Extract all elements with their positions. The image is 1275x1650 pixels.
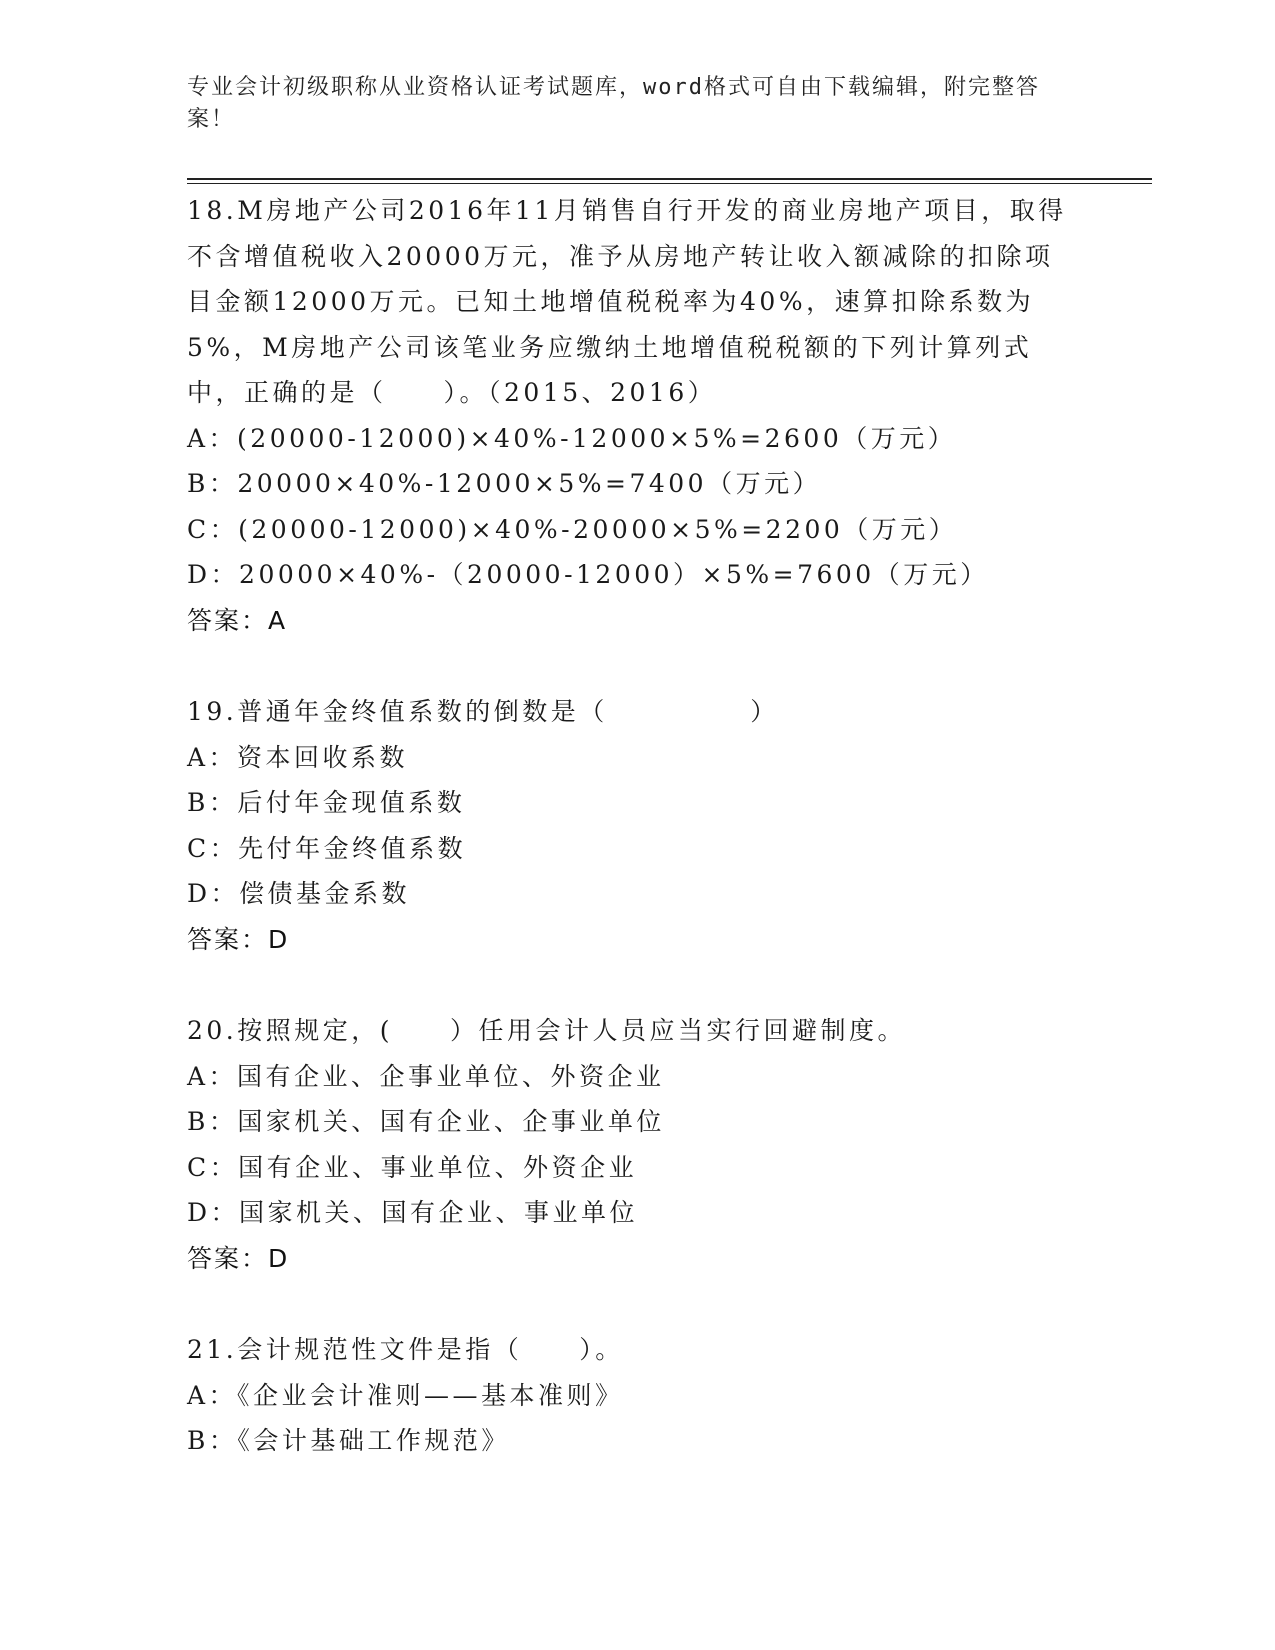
header-divider-bottom: [187, 183, 1152, 184]
question-21: [187, 1327, 1087, 1464]
answer-label: 答案：D: [187, 1243, 290, 1273]
document-header: 专业会计初级职称从业资格认证考试题库，word格式可自由下载编辑，附完整答案！: [187, 75, 1040, 132]
question-text: 20.按照规定，( ）任用会计人员应当实行回避制度。: [187, 1016, 907, 1045]
option-d: D：20000×40%-（20000-12000）×5%=7600（万元）: [187, 560, 989, 589]
option-b: B：国家机关、国有企业、企事业单位: [187, 1107, 665, 1136]
option-a: A：资本回收系数: [187, 742, 409, 772]
option-a: A：《企业会计准则——基本准则》: [187, 1380, 624, 1410]
answer-label: 答案：D: [187, 924, 290, 954]
question-text: 19.普通年金终值系数的倒数是（ ）: [187, 697, 779, 726]
option-b: B：《会计基础工作规范》: [187, 1426, 510, 1455]
answer-label: 答案：A: [187, 605, 288, 635]
option-d: D：偿债基金系数: [187, 879, 411, 908]
question-19: [187, 689, 1087, 962]
option-a: A：(20000-12000)×40%-12000×5%=2600（万元）: [187, 423, 957, 453]
option-a: A：国有企业、企事业单位、外资企业: [187, 1061, 665, 1091]
question-text: 21.会计规范性文件是指（ ）。: [187, 1335, 624, 1364]
question-list: [187, 188, 1087, 1510]
option-b: B：后付年金现值系数: [187, 788, 466, 817]
option-c: C：(20000-12000)×40%-20000×5%=2200（万元）: [187, 514, 958, 544]
option-d: D：国家机关、国有企业、事业单位: [187, 1198, 639, 1227]
option-c: C：先付年金终值系数: [187, 833, 467, 863]
question-20: [187, 1008, 1087, 1281]
question-18: [187, 188, 1087, 643]
question-text: 18.M房地产公司2016年11月销售自行开发的商业房地产项目，取得不含增值税收入20000万元，准予从房地产转让收入额减除的扣除项目金额12000万元。已知土地增值税税率为40%，速算扣除系数为5%，M房地产公司该笔业务应缴纳土地增值税税额的下列计算列式中，正确的是（ ）。（2015、2016）: [187, 196, 1067, 407]
header-divider-top: [187, 178, 1152, 180]
option-c: C：国有企业、事业单位、外资企业: [187, 1152, 638, 1182]
option-b: B：20000×40%-12000×5%=7400（万元）: [187, 469, 822, 498]
